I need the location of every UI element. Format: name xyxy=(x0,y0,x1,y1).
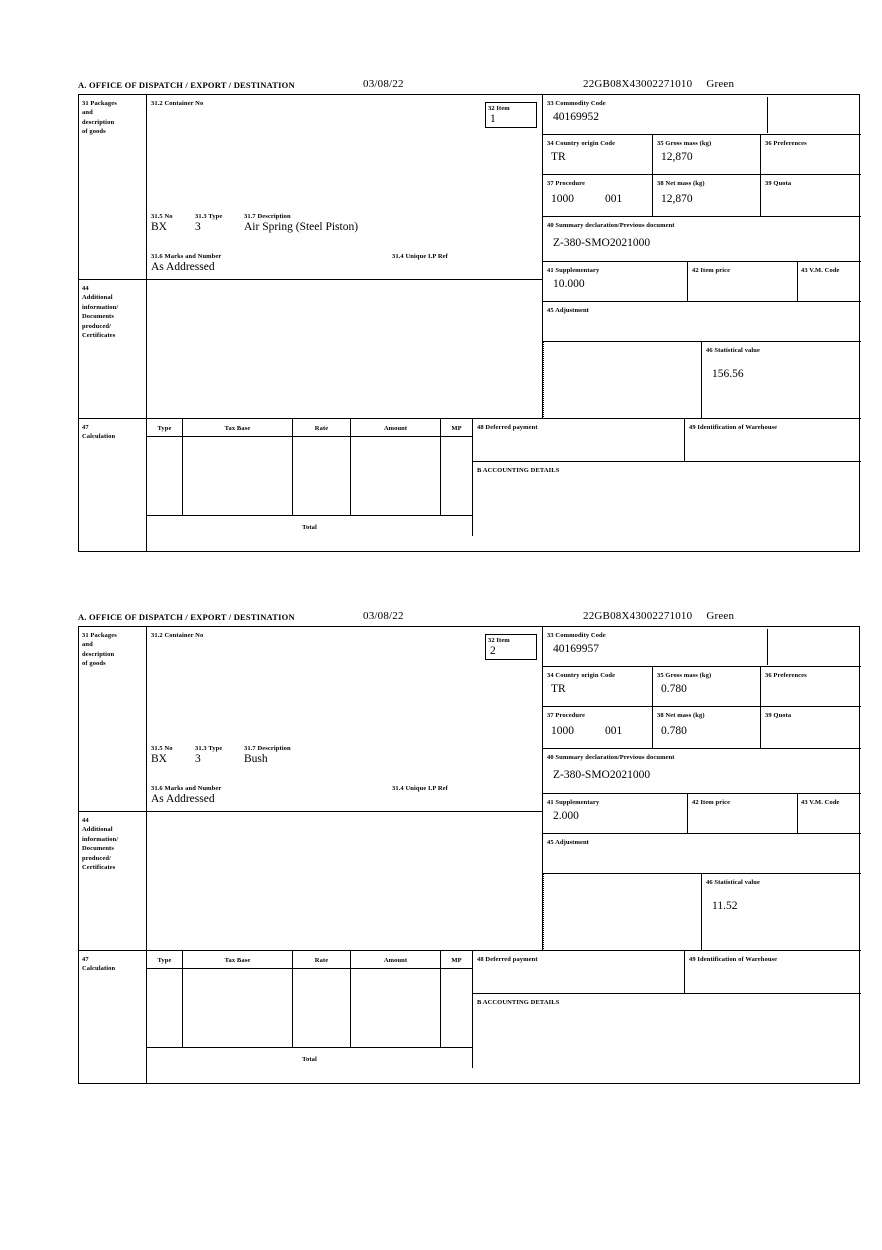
box-33-divider xyxy=(767,629,768,665)
box-32-item: 32 Item 2 xyxy=(485,634,537,660)
box-41-supplementary: 41 Supplementary 2.000 xyxy=(543,794,688,834)
declaration-grid-1 xyxy=(78,94,860,552)
box-43-vm-code: 43 V.M. Code xyxy=(798,262,861,302)
calc-header-amount: Amount xyxy=(351,951,441,969)
box-34-country-origin: 34 Country origin Code TR xyxy=(543,135,653,175)
calc-header-type: Type xyxy=(147,951,183,969)
box-44-label: 44 Additional information/ Documents produced/ Certificates xyxy=(79,812,147,951)
procedure-value: 1000 xyxy=(551,193,574,205)
calc-col-amount xyxy=(351,437,441,516)
box-46-left-spacer xyxy=(543,874,701,951)
previous-document-value: Z-380-SMO2021000 xyxy=(553,237,651,249)
box-43-vm-code: 43 V.M. Code xyxy=(798,794,861,834)
box-49-warehouse: 49 Identification of Warehouse xyxy=(685,419,861,462)
net-mass-value: 0.780 xyxy=(661,725,687,737)
packages-number-value: BX xyxy=(151,753,167,765)
calc-header-type: Type xyxy=(147,419,183,437)
box-42-item-price: 42 Item price xyxy=(688,794,798,834)
declaration-sheet-1 xyxy=(78,78,862,552)
calc-header-tax-base: Tax Base xyxy=(183,419,293,437)
box-44-content xyxy=(147,812,543,951)
box-33-divider xyxy=(767,97,768,133)
procedure-value: 1000 xyxy=(551,725,574,737)
box-48-deferred-payment: 48 Deferred payment xyxy=(473,419,685,462)
box-33-commodity-code: 33 Commodity Code 40169957 xyxy=(543,627,861,667)
goods-description-value: Bush xyxy=(244,753,268,765)
box-37-procedure: 37 Procedure 1000 001 xyxy=(543,707,653,749)
box-44-content xyxy=(147,280,543,419)
declaration-sheet-2 xyxy=(78,610,862,1084)
gross-mass-value: 12,870 xyxy=(661,151,693,163)
box-38-net-mass: 38 Net mass (kg) 12,870 xyxy=(653,175,761,217)
calc-total-row: Total xyxy=(147,516,473,536)
supplementary-value: 10.000 xyxy=(553,278,585,290)
procedure-secondary-value: 001 xyxy=(605,193,623,205)
box-46-statistical-value: 46 Statistical value 156.56 xyxy=(701,342,861,419)
calc-col-rate xyxy=(293,969,351,1048)
country-origin-value: TR xyxy=(551,683,566,695)
box-39-quota: 39 Quota xyxy=(761,707,861,749)
calc-header-rate: Rate xyxy=(293,419,351,437)
calc-col-mp xyxy=(441,969,473,1048)
calc-col-mp xyxy=(441,437,473,516)
commodity-code-value: 40169957 xyxy=(553,643,599,655)
packages-number-value: BX xyxy=(151,221,167,233)
box-34-country-origin: 34 Country origin Code TR xyxy=(543,667,653,707)
commodity-code-value: 40169952 xyxy=(553,111,599,123)
route-status: Green xyxy=(706,610,735,622)
packages-type-value: 3 xyxy=(195,221,201,233)
box-45-adjustment: 45 Adjustment xyxy=(543,834,861,874)
box-b-accounting-details: B ACCOUNTING DETAILS xyxy=(477,999,560,1006)
calc-header-tax-base: Tax Base xyxy=(183,951,293,969)
goods-description-value: Air Spring (Steel Piston) xyxy=(244,221,359,233)
calc-col-amount xyxy=(351,969,441,1048)
box-48-deferred-payment: 48 Deferred payment xyxy=(473,951,685,994)
supplementary-value: 2.000 xyxy=(553,810,579,822)
calc-header-rate: Rate xyxy=(293,951,351,969)
box-36-preferences: 36 Preferences xyxy=(761,135,861,175)
gross-mass-value: 0.780 xyxy=(661,683,687,695)
mrn-value: 22GB08X43002271010 xyxy=(583,78,693,90)
packages-type-value: 3 xyxy=(195,753,201,765)
statistical-value: 11.52 xyxy=(712,900,738,912)
box-40-previous-document: 40 Summary declaration/Previous document Z-380-SMO2021000 xyxy=(543,217,861,262)
declaration-date: 03/08/22 xyxy=(363,610,404,622)
box-33-commodity-code: 33 Commodity Code 40169952 xyxy=(543,95,861,135)
route-status: Green xyxy=(706,78,735,90)
box-35-gross-mass: 35 Gross mass (kg) 12,870 xyxy=(653,135,761,175)
box-b-accounting-details: B ACCOUNTING DETAILS xyxy=(477,467,560,474)
box-31-label: 31 Packages and description of goods xyxy=(79,95,147,280)
box-42-item-price: 42 Item price xyxy=(688,262,798,302)
calc-col-type xyxy=(147,969,183,1048)
box-46-left-spacer xyxy=(543,342,701,419)
box-39-quota: 39 Quota xyxy=(761,175,861,217)
calc-col-tax-base xyxy=(183,437,293,516)
box-31-label: 31 Packages and description of goods xyxy=(79,627,147,812)
box-49-warehouse: 49 Identification of Warehouse xyxy=(685,951,861,994)
box-36-preferences: 36 Preferences xyxy=(761,667,861,707)
declaration-date: 03/08/22 xyxy=(363,78,404,90)
calc-header-mp: MP xyxy=(441,419,473,437)
box-40-previous-document: 40 Summary declaration/Previous document Z-380-SMO2021000 xyxy=(543,749,861,794)
calc-col-rate xyxy=(293,437,351,516)
box-37-procedure: 37 Procedure 1000 001 xyxy=(543,175,653,217)
box-31-goods-area: 31.2 Container No 31.5 No 31.3 Type 31.7 Description BX 3 Bush 31.6 Marks and Number 31.4 Unique I.P Ref As Addressed xyxy=(147,627,543,812)
statistical-value: 156.56 xyxy=(712,368,744,380)
calc-header-amount: Amount xyxy=(351,419,441,437)
mrn-block xyxy=(583,610,734,622)
box-35-gross-mass: 35 Gross mass (kg) 0.780 xyxy=(653,667,761,707)
mrn-value: 22GB08X43002271010 xyxy=(583,610,693,622)
box-32-item: 32 Item 1 xyxy=(485,102,537,128)
calc-col-type xyxy=(147,437,183,516)
procedure-secondary-value: 001 xyxy=(605,725,623,737)
declaration-grid-2 xyxy=(78,626,860,1084)
box-44-label: 44 Additional information/ Documents produced/ Certificates xyxy=(79,280,147,419)
item-number-value: 2 xyxy=(490,645,496,657)
box-31-goods-area: 31.2 Container No 31.5 No 31.3 Type 31.7 Description BX 3 Air Spring (Steel Piston) 31.6 Marks and Number 31.4 Unique I.P Ref As Addressed xyxy=(147,95,543,280)
mrn-block xyxy=(583,78,734,90)
sheet-header-1 xyxy=(78,78,862,94)
country-origin-value: TR xyxy=(551,151,566,163)
box-45-adjustment: 45 Adjustment xyxy=(543,302,861,342)
box-47-label: 47 Calculation xyxy=(79,419,147,552)
item-number-value: 1 xyxy=(490,113,496,125)
box-47-label: 47 Calculation xyxy=(79,951,147,1084)
box-41-supplementary: 41 Supplementary 10.000 xyxy=(543,262,688,302)
net-mass-value: 12,870 xyxy=(661,193,693,205)
calc-header-mp: MP xyxy=(441,951,473,969)
marks-and-number-value: As Addressed xyxy=(151,261,215,273)
box-46-statistical-value: 46 Statistical value 11.52 xyxy=(701,874,861,951)
sheet-header-2 xyxy=(78,610,862,626)
box-38-net-mass: 38 Net mass (kg) 0.780 xyxy=(653,707,761,749)
previous-document-value: Z-380-SMO2021000 xyxy=(553,769,651,781)
marks-and-number-value: As Addressed xyxy=(151,793,215,805)
calc-col-tax-base xyxy=(183,969,293,1048)
calc-total-row: Total xyxy=(147,1048,473,1068)
office-of-dispatch-label: A. OFFICE OF DISPATCH / EXPORT / DESTINATION xyxy=(78,612,295,622)
office-of-dispatch-label: A. OFFICE OF DISPATCH / EXPORT / DESTINATION xyxy=(78,80,295,90)
